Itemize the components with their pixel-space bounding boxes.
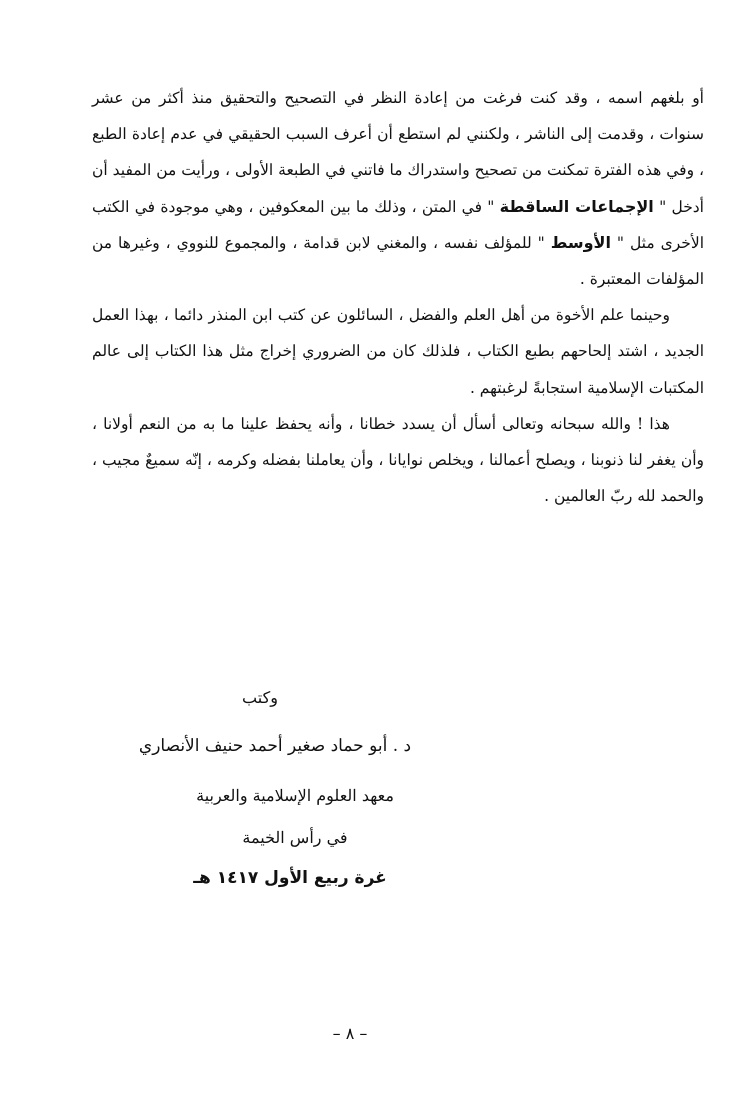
signature-wrote: وكتب	[242, 688, 278, 707]
paragraph-1-text-b: " في المتن ، وذلك ما بين المعكوفين ، وهي موجودة في الكتب الأخرى مثل "	[92, 197, 704, 252]
paragraph-1-text-a: أو بلغهم اسمه ، وقد كنت فرغت من إعادة النظر في التصحيح والتحقيق منذ أكثر من عشر سنوات ، وقدمت إلى الناشر ، ولكنني لم استطع أن أعرف السبب الحقيقي في عدم إعادة الطبع ، وفي هذه الفترة تمكنت من تصحيح واستدراك ما فاتني في الطبعة الأولى ، ورأيت من المفيد أن أدخل "	[92, 89, 704, 216]
paragraph-2: وحينما علم الأخوة من أهل العلم والفضل ، السائلون عن كتب ابن المنذر دائما ، بهذا العمل الجديد ، اشتد إلحاحهم بطبع الكتاب ، فلذلك كان من الضروري إخراج مثل هذا الكتاب إلى عالم المكتبات الإسلامية استجابةً لرغبتهم .	[92, 306, 704, 397]
preface-body	[92, 80, 704, 514]
page-number: – ٨ –	[332, 1024, 368, 1043]
bold-term-ijmaat: الإجماعات الساقطة	[499, 196, 654, 216]
paragraph-3: هذا ! والله سبحانه وتعالى أسأل أن يسدد خطانا ، وأنه يحفظ علينا ما به من النعم أولانا ، وأن يغفر لنا ذنوبنا ، ويصلح أعمالنا ، ويخلص نوايانا ، وأن يعاملنا بفضله وكرمه ، إنّه سميعٌ مجيب ، والحمد لله ربّ العالمين .	[92, 414, 704, 506]
signature-date: غرة ربيع الأول ١٤١٧ هـ	[193, 868, 387, 888]
signature-institute: معهد العلوم الإسلامية والعربية	[196, 786, 394, 805]
paragraph-1-text-c: " للمؤلف نفسه ، والمغني لابن قدامة ، والمجموع للنووي ، وغيرها من المؤلفات المعتبرة .	[92, 233, 704, 289]
bold-term-awsat: الأوسط	[550, 232, 611, 252]
signature-author-name: د . أبو حماد صغير أحمد حنيف الأنصاري	[138, 736, 412, 756]
signature-place: في رأس الخيمة	[242, 828, 348, 847]
paragraph-1	[92, 80, 704, 297]
